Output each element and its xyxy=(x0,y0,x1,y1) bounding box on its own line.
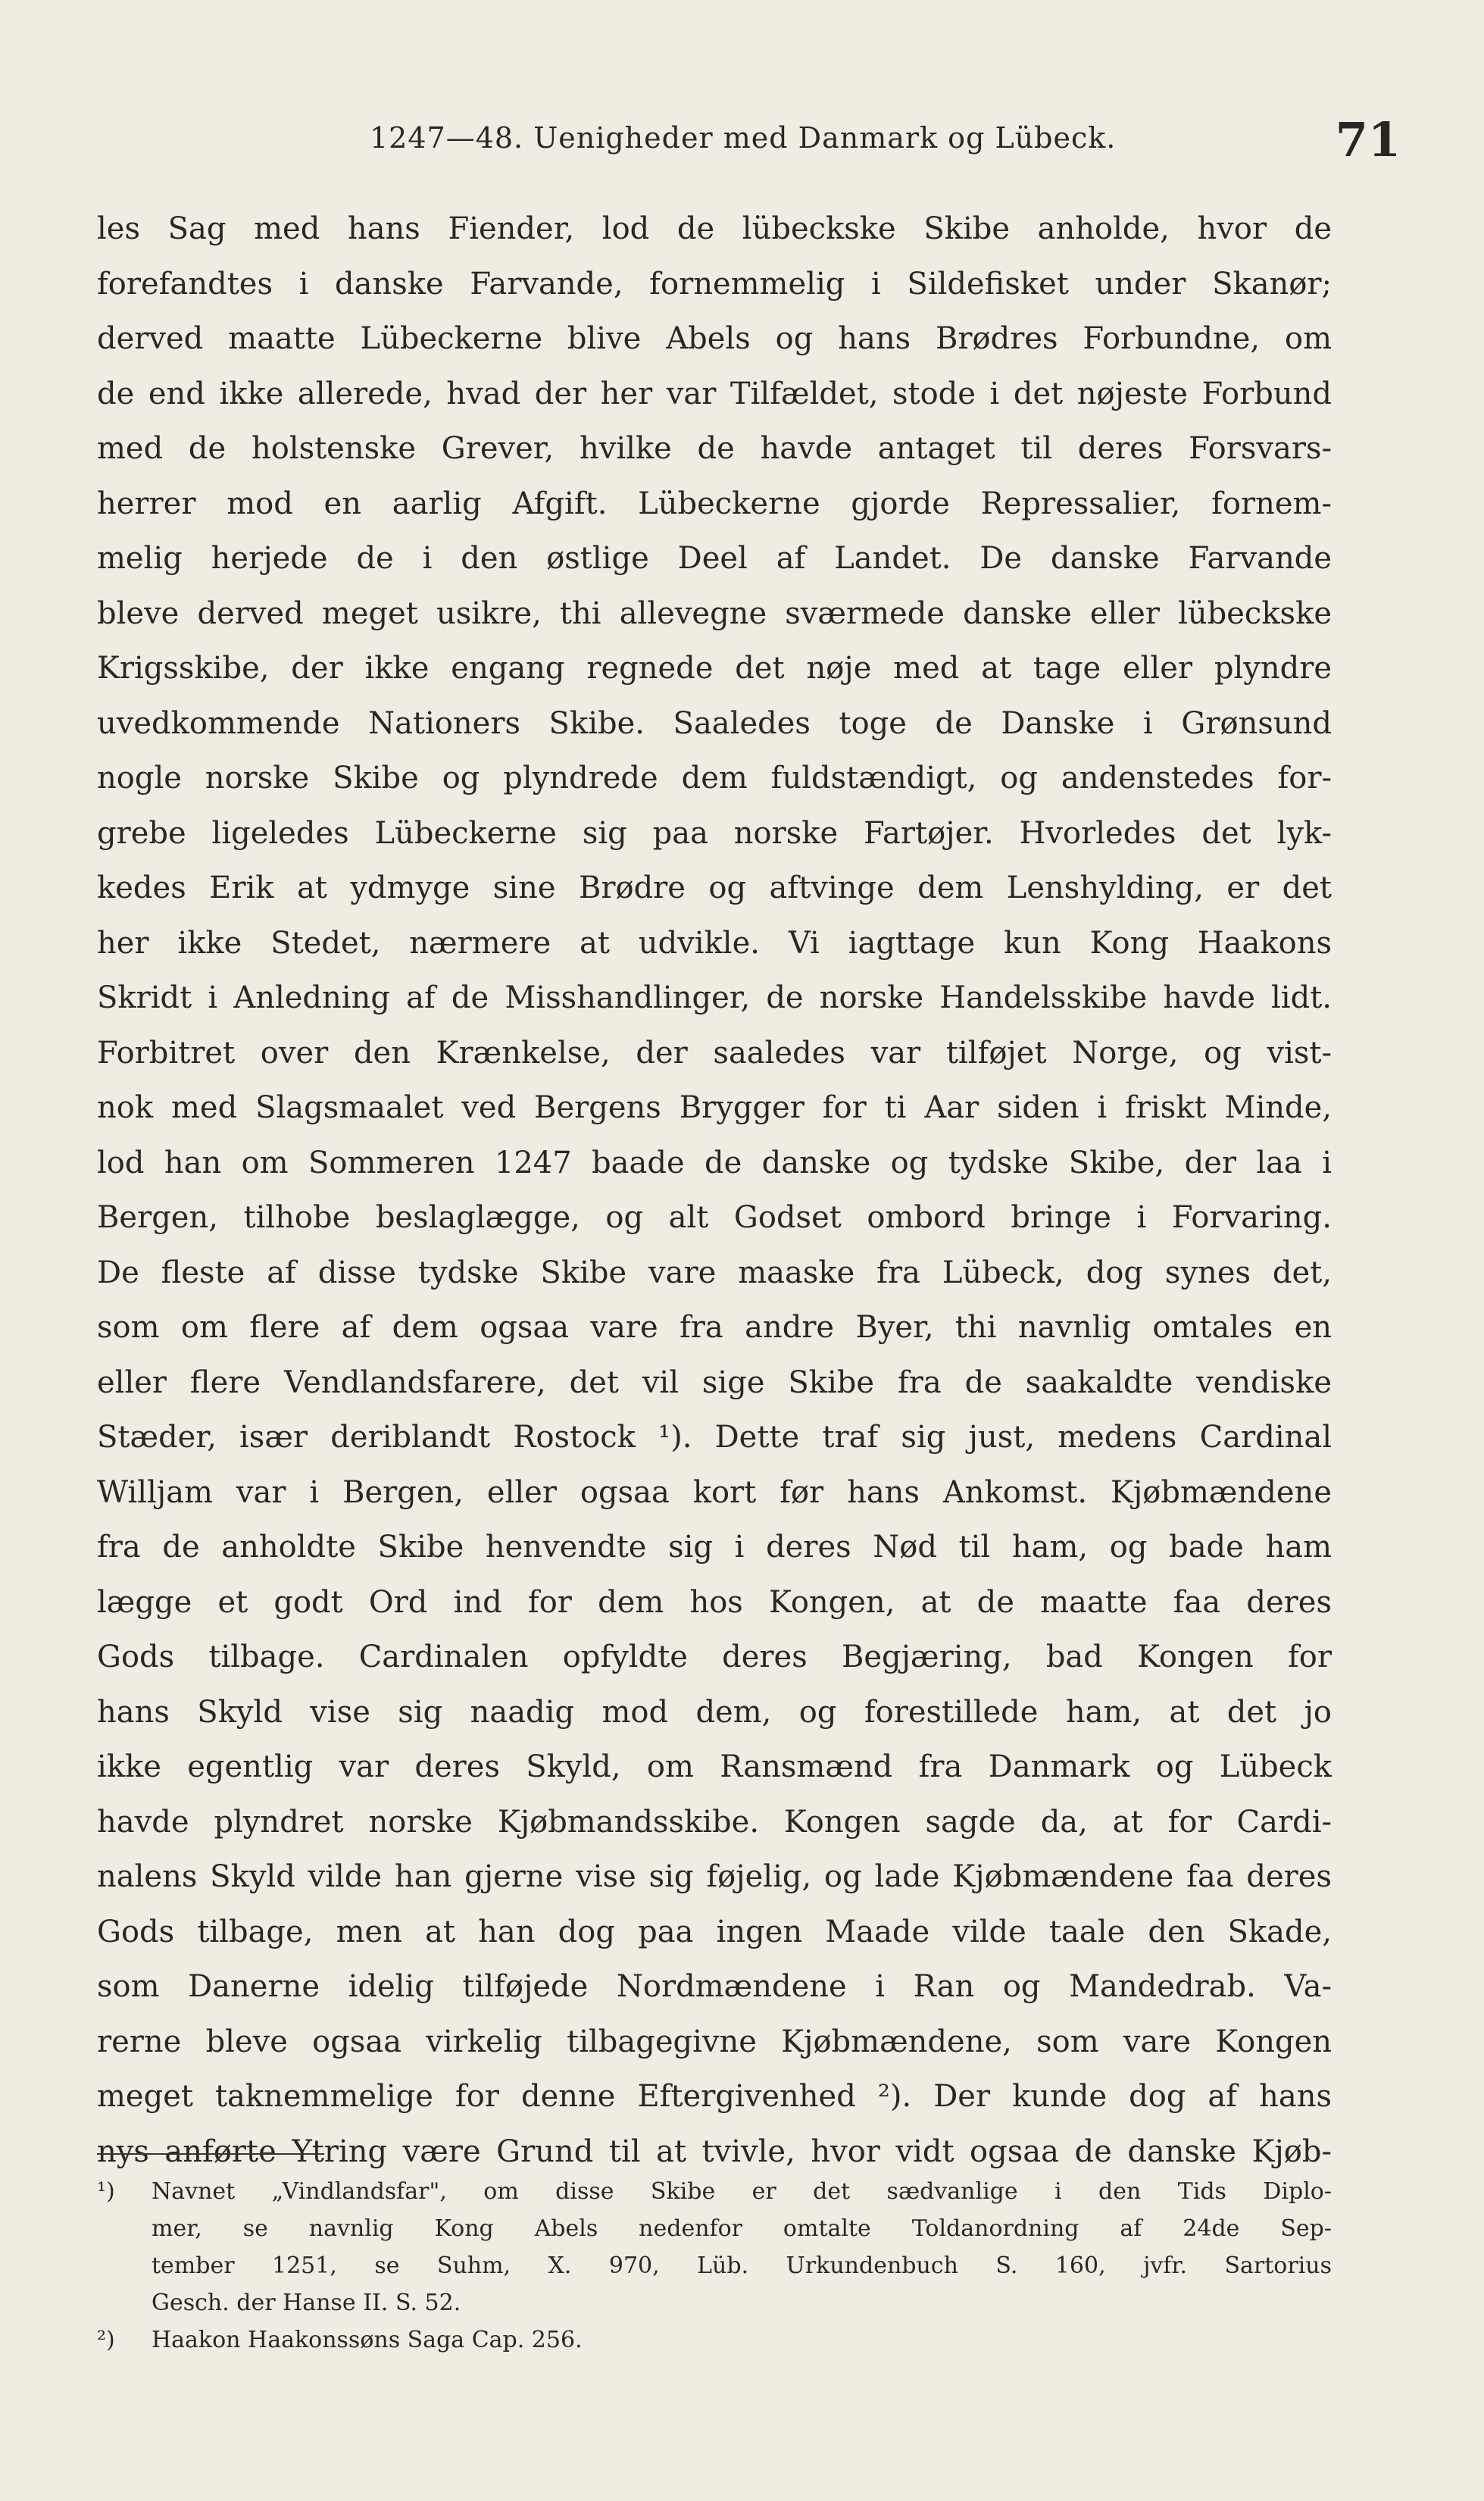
text-line: hans Skyld vise sig naadig mod dem, og forestillede ham, at det jo xyxy=(97,1694,1332,1730)
footnote-text: Navnet „Vindlandsfar", om disse Skibe er det sædvanlige i den Tids Diplo- xyxy=(152,2178,1332,2205)
footnotes xyxy=(97,2173,1332,2359)
text-line: De fleste af disse tydske Skibe vare maaske fra Lübeck, dog synes det, xyxy=(97,1255,1332,1290)
footnote-line xyxy=(97,2210,1332,2247)
footnote-marker: ²) xyxy=(97,2327,115,2353)
text-line: forefandtes i danske Farvande, fornemmelig i Sildefisket under Skanør; xyxy=(97,266,1332,302)
footnote-line xyxy=(97,2173,1332,2210)
text-line: nys anførte Ytring være Grund til at tvivle, hvor vidt ogsaa de danske Kjøb- xyxy=(97,2134,1332,2169)
text-line: lægge et godt Ord ind for dem hos Kongen, at de maatte faa deres xyxy=(97,1584,1332,1620)
footnote-text: Haakon Haakonssøns Saga Cap. 256. xyxy=(152,2327,583,2353)
text-line: som Danerne idelig tilføjede Nordmændene i Ran og Mandedrab. Va- xyxy=(97,1969,1332,2004)
text-line: Skridt i Anledning af de Misshandlinger, de norske Handelsskibe havde lidt. xyxy=(97,980,1332,1015)
text-line: her ikke Stedet, nærmere at udvikle. Vi iagttage kun Kong Haakons xyxy=(97,925,1332,961)
page-number: 71 xyxy=(1335,112,1401,167)
text-line: Gods tilbage. Cardinalen opfyldte deres Begjæring, bad Kongen for xyxy=(97,1640,1332,1674)
text-line: Willjam var i Bergen, eller ogsaa kort før hans Ankomst. Kjøbmændene xyxy=(97,1474,1332,1510)
text-line: fra de anholdte Skibe henvendte sig i deres Nød til ham, og bade ham xyxy=(97,1530,1332,1565)
footnote-text: tember 1251, se Suhm, X. 970, Lüb. Urkundenbuch S. 160, jvfr. Sartorius xyxy=(152,2252,1332,2279)
text-line: eller flere Vendlandsfarere, det vil sige Skibe fra de saakaldte vendiske xyxy=(97,1365,1332,1400)
text-line: ikke egentlig var deres Skyld, om Ransmænd fra Danmark og Lübeck xyxy=(97,1749,1332,1784)
footnote-marker: ¹) xyxy=(97,2178,115,2205)
text-line: de end ikke allerede, hvad der her var Tilfældet, stode i det nøjeste Forbund xyxy=(97,376,1332,411)
footnote-line xyxy=(97,2284,1332,2321)
body-text xyxy=(97,202,1332,2179)
text-line: rerne bleve ogsaa virkelig tilbagegivne Kjøbmændene, som vare Kongen xyxy=(97,2024,1332,2059)
running-head: 1247—48. Uenigheder med Danmark og Lübeck. xyxy=(370,121,1117,155)
text-line: med de holstenske Grever, hvilke de havde antaget til deres Forsvars- xyxy=(97,431,1332,466)
text-line: derved maatte Lübeckerne blive Abels og hans Brødres Forbundne, om xyxy=(97,321,1332,356)
text-line: meget taknemmelige for denne Eftergivenhed ²). Der kunde dog af hans xyxy=(97,2079,1332,2114)
text-line: Krigsskibe, der ikke engang regnede det nøje med at tage eller plyndre xyxy=(97,651,1332,686)
text-line: grebe ligeledes Lübeckerne sig paa norske Fartøjer. Hvorledes det lyk- xyxy=(97,815,1332,851)
footnote-text: mer, se navnlig Kong Abels nedenfor omtalte Toldanordning af 24de Sep- xyxy=(152,2215,1332,2242)
text-line: les Sag med hans Fiender, lod de lübeckske Skibe anholde, hvor de xyxy=(97,211,1332,246)
text-line: nok med Slagsmaalet ved Bergens Brygger for ti Aar siden i friskt Minde, xyxy=(97,1090,1332,1125)
text-line: uvedkommende Nationers Skibe. Saaledes toge de Danske i Grønsund xyxy=(97,705,1332,741)
text-line: Bergen, tilhobe beslaglægge, og alt Godset ombord bringe i Forvaring. xyxy=(97,1200,1332,1235)
text-line: kedes Erik at ydmyge sine Brødre og aftvinge dem Lenshylding, er det xyxy=(97,871,1332,905)
text-line: Stæder, især deriblandt Rostock ¹). Dette traf sig just, medens Cardinal xyxy=(97,1420,1332,1455)
footnote-line xyxy=(97,2247,1332,2284)
text-line: Forbitret over den Krænkelse, der saaledes var tilføjet Norge, og vist- xyxy=(97,1035,1332,1071)
text-line: lod han om Sommeren 1247 baade de danske og tydske Skibe, der laa i xyxy=(97,1145,1332,1180)
text-line: nalens Skyld vilde han gjerne vise sig føjelig, og lade Kjøbmændene faa deres xyxy=(97,1859,1332,1894)
text-line: som om flere af dem ogsaa vare fra andre Byer, thi navnlig omtales en xyxy=(97,1310,1332,1345)
footnote-divider xyxy=(97,2153,324,2155)
text-line: nogle norske Skibe og plyndrede dem fuldstændigt, og andenstedes for- xyxy=(97,761,1332,796)
text-line: bleve derved meget usikre, thi allevegne sværmede danske eller lübeckske xyxy=(97,596,1332,631)
footnote-text: Gesch. der Hanse II. S. 52. xyxy=(152,2290,461,2316)
text-line: melig herjede de i den østlige Deel af Landet. De danske Farvande xyxy=(97,541,1332,576)
page-header xyxy=(97,112,1401,173)
text-line: herrer mod en aarlig Afgift. Lübeckerne gjorde Repressalier, fornem- xyxy=(97,486,1332,521)
text-line: Gods tilbage, men at han dog paa ingen Maade vilde taale den Skade, xyxy=(97,1914,1332,1949)
footnote-line xyxy=(97,2321,1332,2359)
text-line: havde plyndret norske Kjøbmandsskibe. Kongen sagde da, at for Cardi- xyxy=(97,1804,1332,1840)
